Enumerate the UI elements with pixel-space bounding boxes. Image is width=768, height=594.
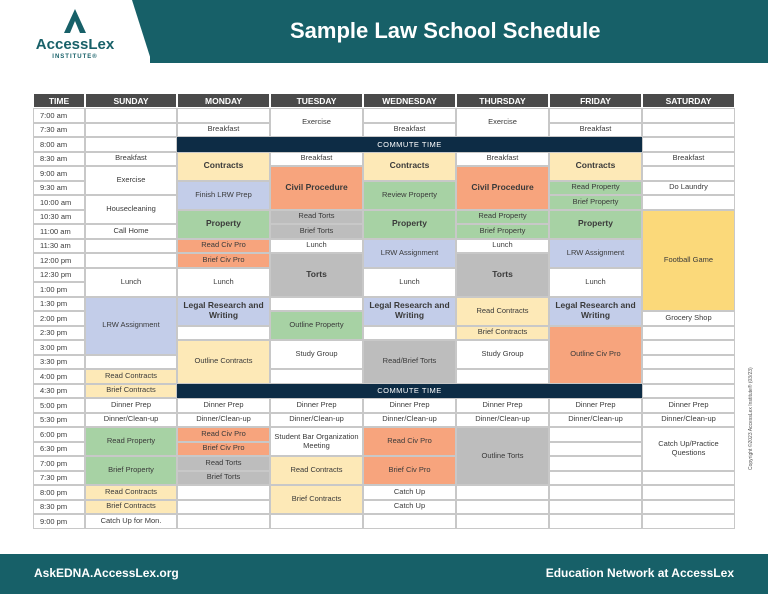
- copyright-note: Copyright ©2023 AccessLex Institute® (03/23): [748, 367, 754, 470]
- time-label: 4:00 pm: [33, 369, 85, 384]
- time-label: 2:00 pm: [33, 311, 85, 326]
- schedule-event[interactable]: Housecleaning: [85, 195, 177, 224]
- time-label: 9:30 am: [33, 181, 85, 196]
- column-header-wednesday: WEDNESDAY: [363, 93, 456, 108]
- empty-slot: [363, 108, 456, 123]
- schedule-event[interactable]: Read Civ Pro: [363, 427, 456, 456]
- schedule-event[interactable]: Dinner Prep: [456, 398, 549, 413]
- empty-slot: [177, 485, 270, 500]
- empty-slot: [642, 123, 735, 138]
- schedule-event[interactable]: Civil Procedure: [456, 166, 549, 210]
- schedule-event[interactable]: Brief Torts: [177, 471, 270, 486]
- time-label: 8:00 am: [33, 137, 85, 152]
- schedule-event[interactable]: LRW Assignment: [85, 297, 177, 355]
- column-header-saturday: SATURDAY: [642, 93, 735, 108]
- empty-slot: [642, 500, 735, 515]
- schedule-event[interactable]: Lunch: [549, 268, 642, 297]
- time-label: 1:00 pm: [33, 282, 85, 297]
- empty-slot: [642, 369, 735, 384]
- schedule-event[interactable]: Contracts: [177, 152, 270, 181]
- empty-slot: [456, 485, 549, 500]
- schedule-event[interactable]: Dinner Prep: [363, 398, 456, 413]
- empty-slot: [456, 514, 549, 529]
- schedule-event[interactable]: Breakfast: [549, 123, 642, 138]
- schedule-event[interactable]: Catch Up/Practice Questions: [642, 427, 735, 471]
- schedule-event[interactable]: Dinner/Clean-up: [85, 413, 177, 428]
- schedule-event[interactable]: Contracts: [549, 152, 642, 181]
- time-label: 6:30 pm: [33, 442, 85, 457]
- schedule-event[interactable]: Brief Contracts: [456, 326, 549, 341]
- schedule-event[interactable]: Study Group: [270, 340, 363, 369]
- schedule-event[interactable]: Torts: [456, 253, 549, 297]
- time-label: 3:00 pm: [33, 340, 85, 355]
- schedule-event[interactable]: Catch Up: [363, 485, 456, 500]
- schedule-event[interactable]: Property: [363, 210, 456, 239]
- empty-slot: [549, 427, 642, 442]
- footer-network: Education Network at AccessLex: [545, 566, 734, 580]
- empty-slot: [85, 108, 177, 123]
- schedule-event[interactable]: Breakfast: [270, 152, 363, 167]
- logo-subtitle: INSTITUTE®: [52, 54, 98, 60]
- empty-slot: [642, 355, 735, 370]
- empty-slot: [85, 355, 177, 370]
- schedule-event[interactable]: Read Civ Pro: [177, 239, 270, 254]
- empty-slot: [642, 340, 735, 355]
- schedule-event[interactable]: Read Property: [549, 181, 642, 196]
- schedule-event[interactable]: Outline Torts: [456, 427, 549, 485]
- time-label: 12:00 pm: [33, 253, 85, 268]
- empty-slot: [177, 500, 270, 515]
- schedule-event[interactable]: Read Contracts: [85, 485, 177, 500]
- schedule-table: [33, 93, 735, 527]
- empty-slot: [549, 442, 642, 457]
- time-label: 1:30 pm: [33, 297, 85, 312]
- schedule-event[interactable]: Dinner Prep: [85, 398, 177, 413]
- schedule-event[interactable]: Dinner/Clean-up: [456, 413, 549, 428]
- schedule-event[interactable]: Lunch: [456, 239, 549, 254]
- commute-time-bar: COMMUTE TIME: [177, 137, 642, 152]
- schedule-event[interactable]: Dinner Prep: [270, 398, 363, 413]
- empty-slot: [456, 500, 549, 515]
- schedule-event[interactable]: Dinner/Clean-up: [363, 413, 456, 428]
- empty-slot: [549, 500, 642, 515]
- schedule-event[interactable]: Lunch: [270, 239, 363, 254]
- empty-slot: [456, 369, 549, 384]
- schedule-event[interactable]: Catch Up: [363, 500, 456, 515]
- header: [0, 0, 768, 63]
- schedule-event[interactable]: Read Contracts: [270, 456, 363, 485]
- schedule-event[interactable]: Read Torts: [177, 456, 270, 471]
- empty-slot: [642, 166, 735, 181]
- empty-slot: [642, 485, 735, 500]
- column-header-thursday: THURSDAY: [456, 93, 549, 108]
- schedule-event[interactable]: Grocery Shop: [642, 311, 735, 326]
- schedule-event[interactable]: Catch Up for Mon.: [85, 514, 177, 529]
- empty-slot: [363, 326, 456, 341]
- time-label: 8:30 am: [33, 152, 85, 167]
- time-label: 4:30 pm: [33, 384, 85, 399]
- schedule-event[interactable]: Breakfast: [363, 123, 456, 138]
- schedule-event[interactable]: Brief Torts: [270, 224, 363, 239]
- schedule-event[interactable]: LRW Assignment: [549, 239, 642, 268]
- empty-slot: [642, 384, 735, 399]
- time-label: 3:30 pm: [33, 355, 85, 370]
- time-label: 7:30 am: [33, 123, 85, 138]
- time-label: 9:00 am: [33, 166, 85, 181]
- empty-slot: [270, 297, 363, 312]
- schedule-event[interactable]: Dinner Prep: [642, 398, 735, 413]
- schedule-event[interactable]: Read Contracts: [456, 297, 549, 326]
- column-header-friday: FRIDAY: [549, 93, 642, 108]
- empty-slot: [549, 108, 642, 123]
- empty-slot: [642, 471, 735, 486]
- schedule-event[interactable]: Outline Property: [270, 311, 363, 340]
- schedule-event[interactable]: Dinner Prep: [549, 398, 642, 413]
- schedule-event[interactable]: Dinner/Clean-up: [642, 413, 735, 428]
- schedule-event[interactable]: Legal Research and Writing: [549, 297, 642, 326]
- schedule-event[interactable]: Lunch: [177, 268, 270, 297]
- empty-slot: [549, 514, 642, 529]
- schedule-event[interactable]: Read Civ Pro: [177, 427, 270, 442]
- logo-a-icon: [62, 8, 88, 34]
- empty-slot: [642, 195, 735, 210]
- schedule-event[interactable]: Breakfast: [85, 152, 177, 167]
- schedule-event[interactable]: Brief Civ Pro: [363, 456, 456, 485]
- accesslex-logo: [22, 8, 128, 60]
- schedule-event[interactable]: Study Group: [456, 340, 549, 369]
- schedule-event[interactable]: Torts: [270, 253, 363, 297]
- empty-slot: [642, 108, 735, 123]
- schedule-event[interactable]: Outline Contracts: [177, 340, 270, 384]
- header-band-wedge: [132, 0, 152, 63]
- schedule-event[interactable]: Dinner Prep: [177, 398, 270, 413]
- time-label: 8:30 pm: [33, 500, 85, 515]
- schedule-event[interactable]: Finish LRW Prep: [177, 181, 270, 210]
- schedule-event[interactable]: Breakfast: [642, 152, 735, 167]
- time-label: 6:00 pm: [33, 427, 85, 442]
- time-label: 11:00 am: [33, 224, 85, 239]
- column-header-tuesday: TUESDAY: [270, 93, 363, 108]
- column-header-sunday: SUNDAY: [85, 93, 177, 108]
- schedule-event[interactable]: Brief Contracts: [270, 485, 363, 514]
- empty-slot: [85, 137, 177, 152]
- column-header-time: TIME: [33, 93, 85, 108]
- schedule-event[interactable]: LRW Assignment: [363, 239, 456, 268]
- logo-name: AccessLex: [35, 36, 115, 53]
- empty-slot: [177, 326, 270, 341]
- empty-slot: [85, 123, 177, 138]
- schedule-event[interactable]: Contracts: [363, 152, 456, 181]
- schedule-event[interactable]: Brief Contracts: [85, 384, 177, 399]
- empty-slot: [177, 108, 270, 123]
- schedule-event[interactable]: Breakfast: [177, 123, 270, 138]
- schedule-event[interactable]: Property: [549, 210, 642, 239]
- time-label: 7:30 pm: [33, 471, 85, 486]
- schedule-event[interactable]: Brief Civ Pro: [177, 253, 270, 268]
- schedule-event[interactable]: Review Property: [363, 181, 456, 210]
- time-label: 5:00 pm: [33, 398, 85, 413]
- time-label: 5:30 pm: [33, 413, 85, 428]
- schedule-event[interactable]: Property: [177, 210, 270, 239]
- schedule-event[interactable]: Read Torts: [270, 210, 363, 225]
- schedule-event[interactable]: Brief Property: [456, 224, 549, 239]
- schedule-event[interactable]: Civil Procedure: [270, 166, 363, 210]
- schedule-event[interactable]: Exercise: [85, 166, 177, 195]
- commute-time-bar: COMMUTE TIME: [177, 384, 642, 399]
- schedule-event[interactable]: Legal Research and Writing: [177, 297, 270, 326]
- schedule-event[interactable]: Legal Research and Writing: [363, 297, 456, 326]
- time-label: 7:00 am: [33, 108, 85, 123]
- empty-slot: [549, 456, 642, 471]
- time-label: 12:30 pm: [33, 268, 85, 283]
- empty-slot: [549, 485, 642, 500]
- schedule-event[interactable]: Brief Property: [85, 456, 177, 485]
- schedule-event[interactable]: Student Bar Organization Meeting: [270, 427, 363, 456]
- schedule-event[interactable]: Lunch: [85, 268, 177, 297]
- empty-slot: [363, 514, 456, 529]
- time-label: 11:30 am: [33, 239, 85, 254]
- schedule-event[interactable]: Brief Civ Pro: [177, 442, 270, 457]
- schedule-event[interactable]: Read Property: [456, 210, 549, 225]
- empty-slot: [642, 137, 735, 152]
- time-label: 10:30 am: [33, 210, 85, 225]
- empty-slot: [642, 514, 735, 529]
- empty-slot: [270, 514, 363, 529]
- column-header-monday: MONDAY: [177, 93, 270, 108]
- schedule-event[interactable]: Read Contracts: [85, 369, 177, 384]
- schedule-event[interactable]: Breakfast: [456, 152, 549, 167]
- time-label: 7:00 pm: [33, 456, 85, 471]
- empty-slot: [85, 239, 177, 254]
- time-label: 10:00 am: [33, 195, 85, 210]
- schedule-event[interactable]: Lunch: [363, 268, 456, 297]
- schedule-event[interactable]: Read/Brief Torts: [363, 340, 456, 384]
- empty-slot: [549, 471, 642, 486]
- empty-slot: [85, 253, 177, 268]
- schedule-event[interactable]: Read Property: [85, 427, 177, 456]
- schedule-event[interactable]: Dinner/Clean-up: [270, 413, 363, 428]
- schedule-event[interactable]: Football Game: [642, 210, 735, 312]
- time-label: 9:00 pm: [33, 514, 85, 529]
- empty-slot: [177, 514, 270, 529]
- schedule-event[interactable]: Brief Contracts: [85, 500, 177, 515]
- schedule-event[interactable]: Exercise: [270, 108, 363, 137]
- schedule-event[interactable]: Do Laundry: [642, 181, 735, 196]
- schedule-event[interactable]: Dinner/Clean-up: [549, 413, 642, 428]
- schedule-event[interactable]: Dinner/Clean-up: [177, 413, 270, 428]
- empty-slot: [642, 326, 735, 341]
- page-title: Sample Law School Schedule: [290, 18, 601, 43]
- schedule-event[interactable]: Brief Property: [549, 195, 642, 210]
- footer: [0, 554, 768, 594]
- schedule-event[interactable]: Exercise: [456, 108, 549, 137]
- empty-slot: [270, 369, 363, 384]
- footer-link[interactable]: AskEDNA.AccessLex.org: [34, 566, 179, 580]
- schedule-event[interactable]: Call Home: [85, 224, 177, 239]
- schedule-event[interactable]: Outline Civ Pro: [549, 326, 642, 384]
- time-label: 8:00 pm: [33, 485, 85, 500]
- time-label: 2:30 pm: [33, 326, 85, 341]
